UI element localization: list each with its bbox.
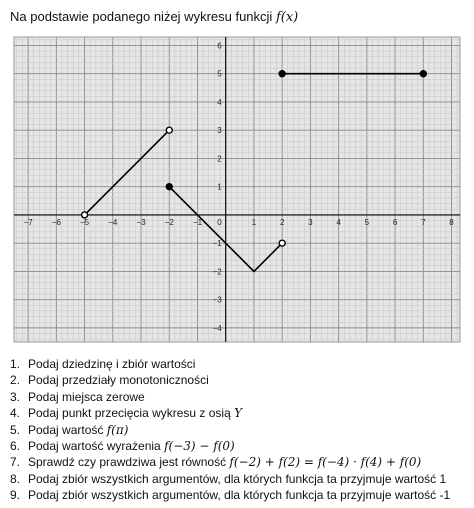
task-text: Podaj przedziały monotoniczności xyxy=(28,373,209,388)
task-math: f(−2) + f(2) = f(−4) · f(4) + f(0) xyxy=(229,455,422,470)
task-text: Podaj zbiór wszystkich argumentów, dla których funkcja ta przyjmuje wartość 1 xyxy=(28,471,447,486)
y-tick-label: −3 xyxy=(212,295,222,305)
task-item xyxy=(10,389,450,405)
x-tick-label: −2 xyxy=(164,217,174,227)
task-item xyxy=(10,405,450,421)
task-math: f(−3) − f(0) xyxy=(164,439,235,454)
task-number: 4. xyxy=(10,406,21,421)
x-tick-label: −4 xyxy=(108,217,118,227)
x-tick-label: 5 xyxy=(364,217,370,227)
y-tick-label: −2 xyxy=(212,267,222,277)
x-tick-label: 6 xyxy=(392,217,398,227)
open-endpoint xyxy=(166,127,172,133)
task-number: 5. xyxy=(10,422,21,437)
y-tick-label: 6 xyxy=(217,41,222,51)
y-tick-label: 4 xyxy=(217,97,222,107)
task-number: 8. xyxy=(10,471,21,486)
task-item xyxy=(10,372,450,388)
x-tick-label: 4 xyxy=(336,217,341,227)
task-text: Podaj punkt przecięcia wykresu z osią xyxy=(28,406,231,421)
task-number: 9. xyxy=(10,488,21,503)
origin-label: 0 xyxy=(217,217,222,227)
x-tick-label: 8 xyxy=(449,217,454,227)
task-number: 1. xyxy=(10,357,21,371)
closed-endpoint xyxy=(420,71,426,77)
open-endpoint xyxy=(82,212,88,218)
x-tick-label: 2 xyxy=(279,217,285,227)
task-item xyxy=(10,454,450,470)
x-tick-label: −7 xyxy=(23,217,33,227)
x-tick-label: −6 xyxy=(51,217,61,227)
closed-endpoint xyxy=(166,184,172,190)
x-tick-label: −5 xyxy=(80,217,90,227)
x-tick-label: −1 xyxy=(192,217,203,227)
task-text: Podaj wartość xyxy=(28,422,104,437)
task-text: Podaj miejsca zerowe xyxy=(28,389,145,404)
y-tick-label: 3 xyxy=(217,126,222,136)
x-tick-label: −3 xyxy=(136,217,146,227)
closed-endpoint xyxy=(279,71,285,77)
task-item xyxy=(10,422,450,438)
y-tick-label: 5 xyxy=(217,69,222,79)
task-item xyxy=(10,356,450,372)
task-math: f(π) xyxy=(106,422,129,437)
task-number: 2. xyxy=(10,373,21,388)
intro-label: Na podstawie podanego niżej wykresu funkcji xyxy=(10,9,273,24)
task-item xyxy=(10,487,450,503)
x-tick-label: 7 xyxy=(421,217,426,227)
x-tick-label: 3 xyxy=(308,217,313,227)
y-tick-label: −1 xyxy=(212,239,222,249)
task-text: Podaj wartość wyrażenia xyxy=(28,439,161,454)
task-item xyxy=(10,471,450,487)
task-math: Y xyxy=(234,406,243,421)
task-number: 3. xyxy=(10,389,21,404)
y-tick-label: 1 xyxy=(217,182,222,192)
task-text: Podaj zbiór wszystkich argumentów, dla których funkcja ta przyjmuje wartość -1 xyxy=(28,488,451,503)
task-list xyxy=(10,356,450,504)
task-number: 6. xyxy=(10,439,21,454)
y-tick-label: −4 xyxy=(212,323,222,333)
intro-function-symbol: f(x) xyxy=(275,10,299,25)
y-tick-label: 2 xyxy=(217,154,222,164)
x-tick-label: 1 xyxy=(251,217,257,227)
open-endpoint xyxy=(279,240,285,246)
task-text: Sprawdź czy prawdziwa jest równość xyxy=(28,455,227,470)
task-text: Podaj dziedzinę i zbiór wartości xyxy=(28,357,196,371)
task-item xyxy=(10,438,450,454)
task-number: 7. xyxy=(10,455,21,470)
